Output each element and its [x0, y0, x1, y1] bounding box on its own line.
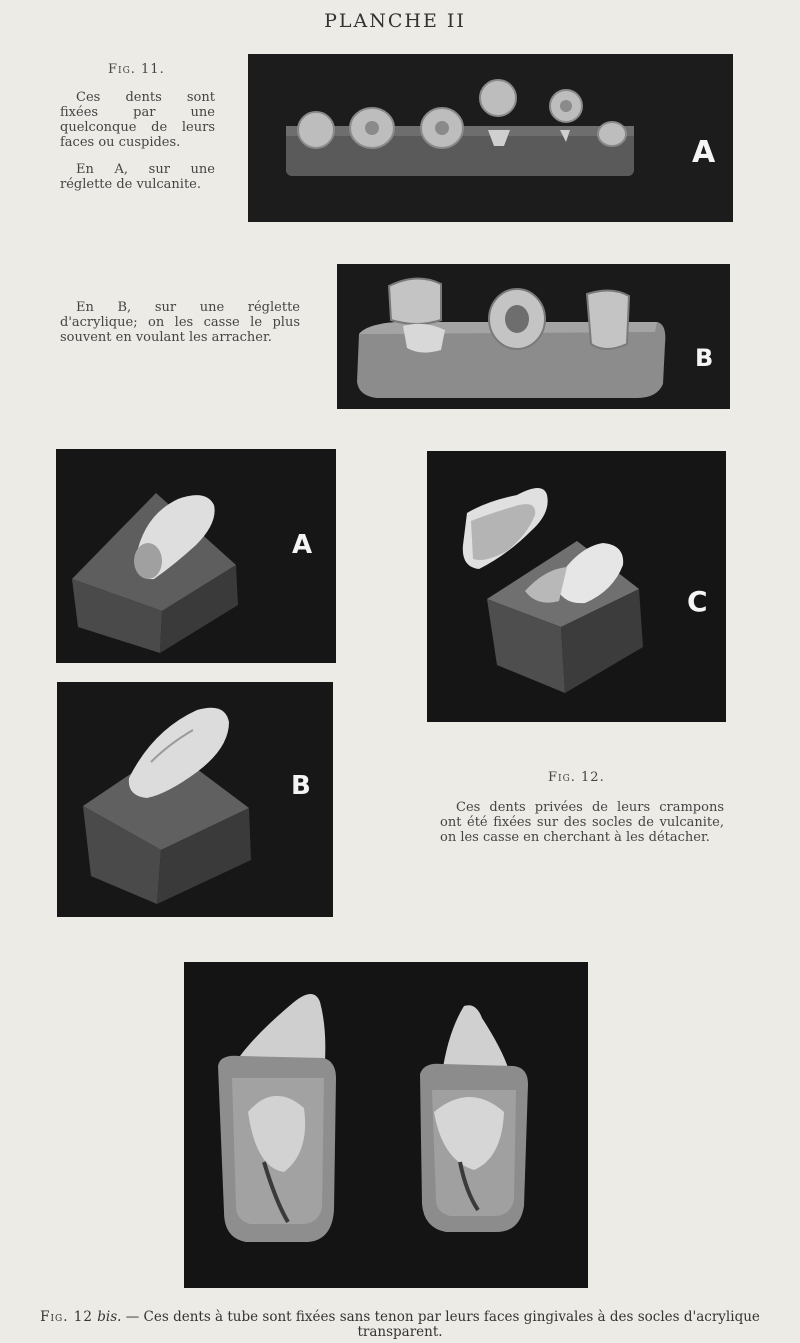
fig12-photo-c — [427, 451, 726, 722]
page-title: PLANCHE II — [324, 10, 466, 32]
fig12-photo-a-letter: A — [292, 530, 313, 560]
fig11-photo-b-letter: B — [695, 344, 714, 372]
fig12-photo-b-image — [57, 682, 333, 917]
fig11-photo-a-letter: A — [692, 135, 716, 170]
fig12bis-label-suffix: bis. — [97, 1309, 122, 1325]
fig12-caption: Ces dents privées de leurs crampons ont été fixées sur des socles de vulcanite, on les casse en cherchant à les détacher. — [440, 800, 724, 845]
fig12-photo-b — [57, 682, 333, 917]
fig11-caption-2: En A, sur une réglette de vulcanite. — [60, 162, 215, 192]
fig12bis-text: — Ces dents à tube sont fixées sans tenon par leurs faces gingivales à des socles d'acrylique transparent. — [121, 1309, 760, 1340]
fig12-photo-c-letter: C — [687, 585, 708, 618]
fig12-label: Fig. 12. — [548, 770, 605, 785]
fig11-caption-1: Ces dents sont fixées par une quelconque de leurs faces ou cuspides. — [60, 90, 215, 150]
fig11-photo-b-image — [337, 264, 730, 409]
fig11-photo-a — [248, 54, 733, 222]
fig12bis-caption — [40, 1310, 760, 1340]
fig11-photo-a-image — [248, 54, 733, 222]
fig11-label: Fig. 11. — [108, 62, 165, 77]
fig12-photo-b-letter: B — [291, 771, 311, 801]
fig12-photo-a-image — [56, 449, 336, 663]
fig12-photo-c-image — [427, 451, 726, 722]
fig11-photo-b — [337, 264, 730, 409]
fig12-photo-a — [56, 449, 336, 663]
fig12bis-label: Fig. 12 — [40, 1309, 93, 1325]
fig12bis-photo-image — [184, 962, 588, 1288]
fig11-caption-3: En B, sur une réglette d'acrylique; on les casse le plus souvent en voulant les arracher. — [60, 300, 300, 345]
fig12bis-photo — [184, 962, 588, 1288]
